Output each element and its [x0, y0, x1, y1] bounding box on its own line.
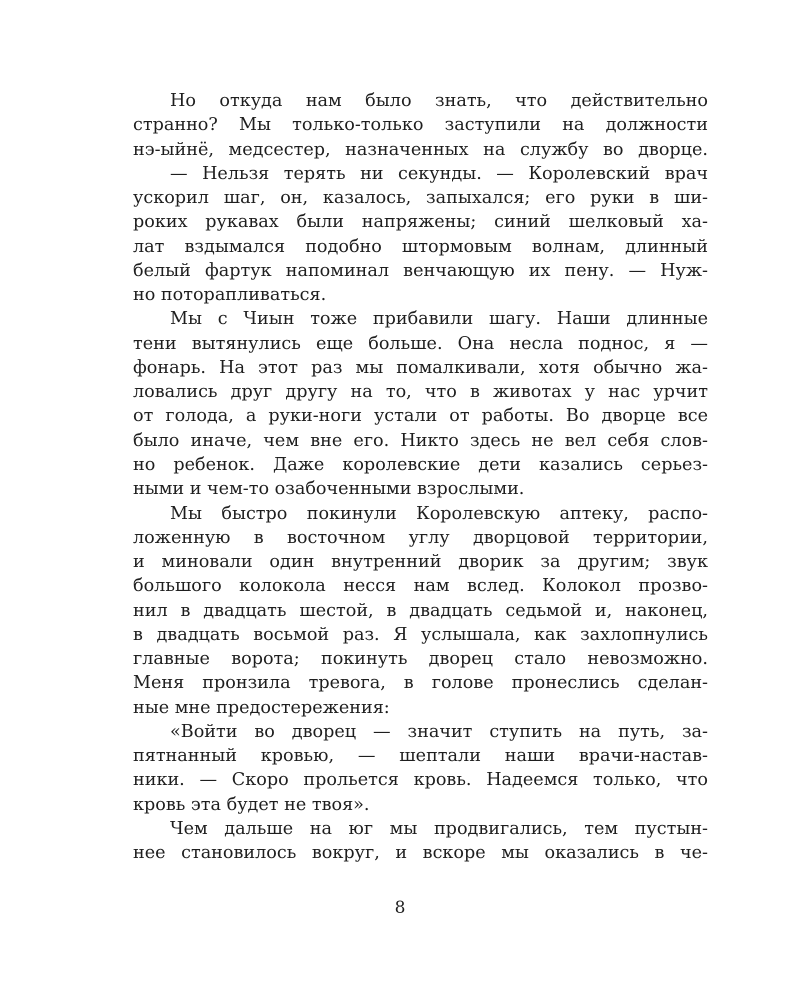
- text-line: ники. — Скоро прольется кровь. Надеемся только, что: [133, 770, 708, 791]
- text-line: Но откуда нам было знать, что действительно: [170, 91, 708, 111]
- text-line: «Войти во дворец — значит ступить на путь, за-: [170, 721, 708, 742]
- text-line: от голода, а руки-ноги устали от работы. Во дворце все: [133, 406, 708, 427]
- text-line: лат вздымался подобно штормовым волнам, длинный: [133, 236, 708, 257]
- text-line: роких рукавах были напряжены; синий шелковый ха-: [133, 212, 708, 233]
- text-line: и миновали один внутренний дворик за другим; звук: [133, 552, 708, 573]
- text-line: ными и чем-то озабоченными взрослыми.: [133, 479, 525, 500]
- text-line: фонарь. На этот раз мы помалкивали, хотя обычно жа-: [133, 357, 708, 378]
- text-line: Меня пронзила тревога, в голове пронеслись сделан-: [133, 673, 708, 694]
- text-line: пятнанный кровью, — шептали наши врачи-настав-: [133, 746, 708, 767]
- text-line: ные мне предостережения:: [133, 697, 390, 718]
- text-line: белый фартук напоминал венчающую их пену. — Нуж-: [133, 260, 708, 281]
- text-line: было иначе, чем вне его. Никто здесь не вел себя слов-: [133, 430, 708, 451]
- text-line: Мы с Чиын тоже прибавили шагу. Наши длинные: [170, 309, 708, 330]
- text-line: нэ-ыйнё, медсестер, назначенных на службу во дворце.: [133, 139, 708, 160]
- text-line: — Нельзя терять ни секунды. — Королевский врач: [170, 163, 708, 184]
- text-line: большого колокола несся нам вслед. Колокол прозво-: [133, 576, 708, 597]
- text-line: ускорил шаг, он, казалось, запыхался; его руки в ши-: [133, 188, 708, 209]
- text-line: странно? Мы только-только заступили на должности: [133, 115, 708, 136]
- body-text: [133, 89, 708, 866]
- text-line: но ребенок. Даже королевские дети казались серьез-: [133, 454, 708, 475]
- text-line: нее становилось вокруг, и вскоре мы оказались в че-: [133, 843, 708, 864]
- text-line: тени вытянулись еще больше. Она несла поднос, я —: [133, 333, 708, 354]
- page-number: 8: [394, 898, 406, 918]
- text-line: нил в двадцать шестой, в двадцать седьмой и, наконец,: [133, 600, 708, 621]
- text-line: ложенную в восточном углу дворцовой территории,: [133, 527, 708, 548]
- text-line: но поторапливаться.: [133, 285, 327, 306]
- text-line: ловались друг другу на то, что в животах у нас урчит: [133, 382, 708, 403]
- text-line: главные ворота; покинуть дворец стало невозможно.: [133, 649, 708, 670]
- text-line: в двадцать восьмой раз. Я услышала, как захлопнулись: [133, 624, 708, 645]
- text-line: Чем дальше на юг мы продвигались, тем пустын-: [170, 818, 708, 839]
- text-line: кровь эта будет не твоя».: [133, 794, 370, 815]
- text-line: Мы быстро покинули Королевскую аптеку, распо-: [170, 503, 708, 524]
